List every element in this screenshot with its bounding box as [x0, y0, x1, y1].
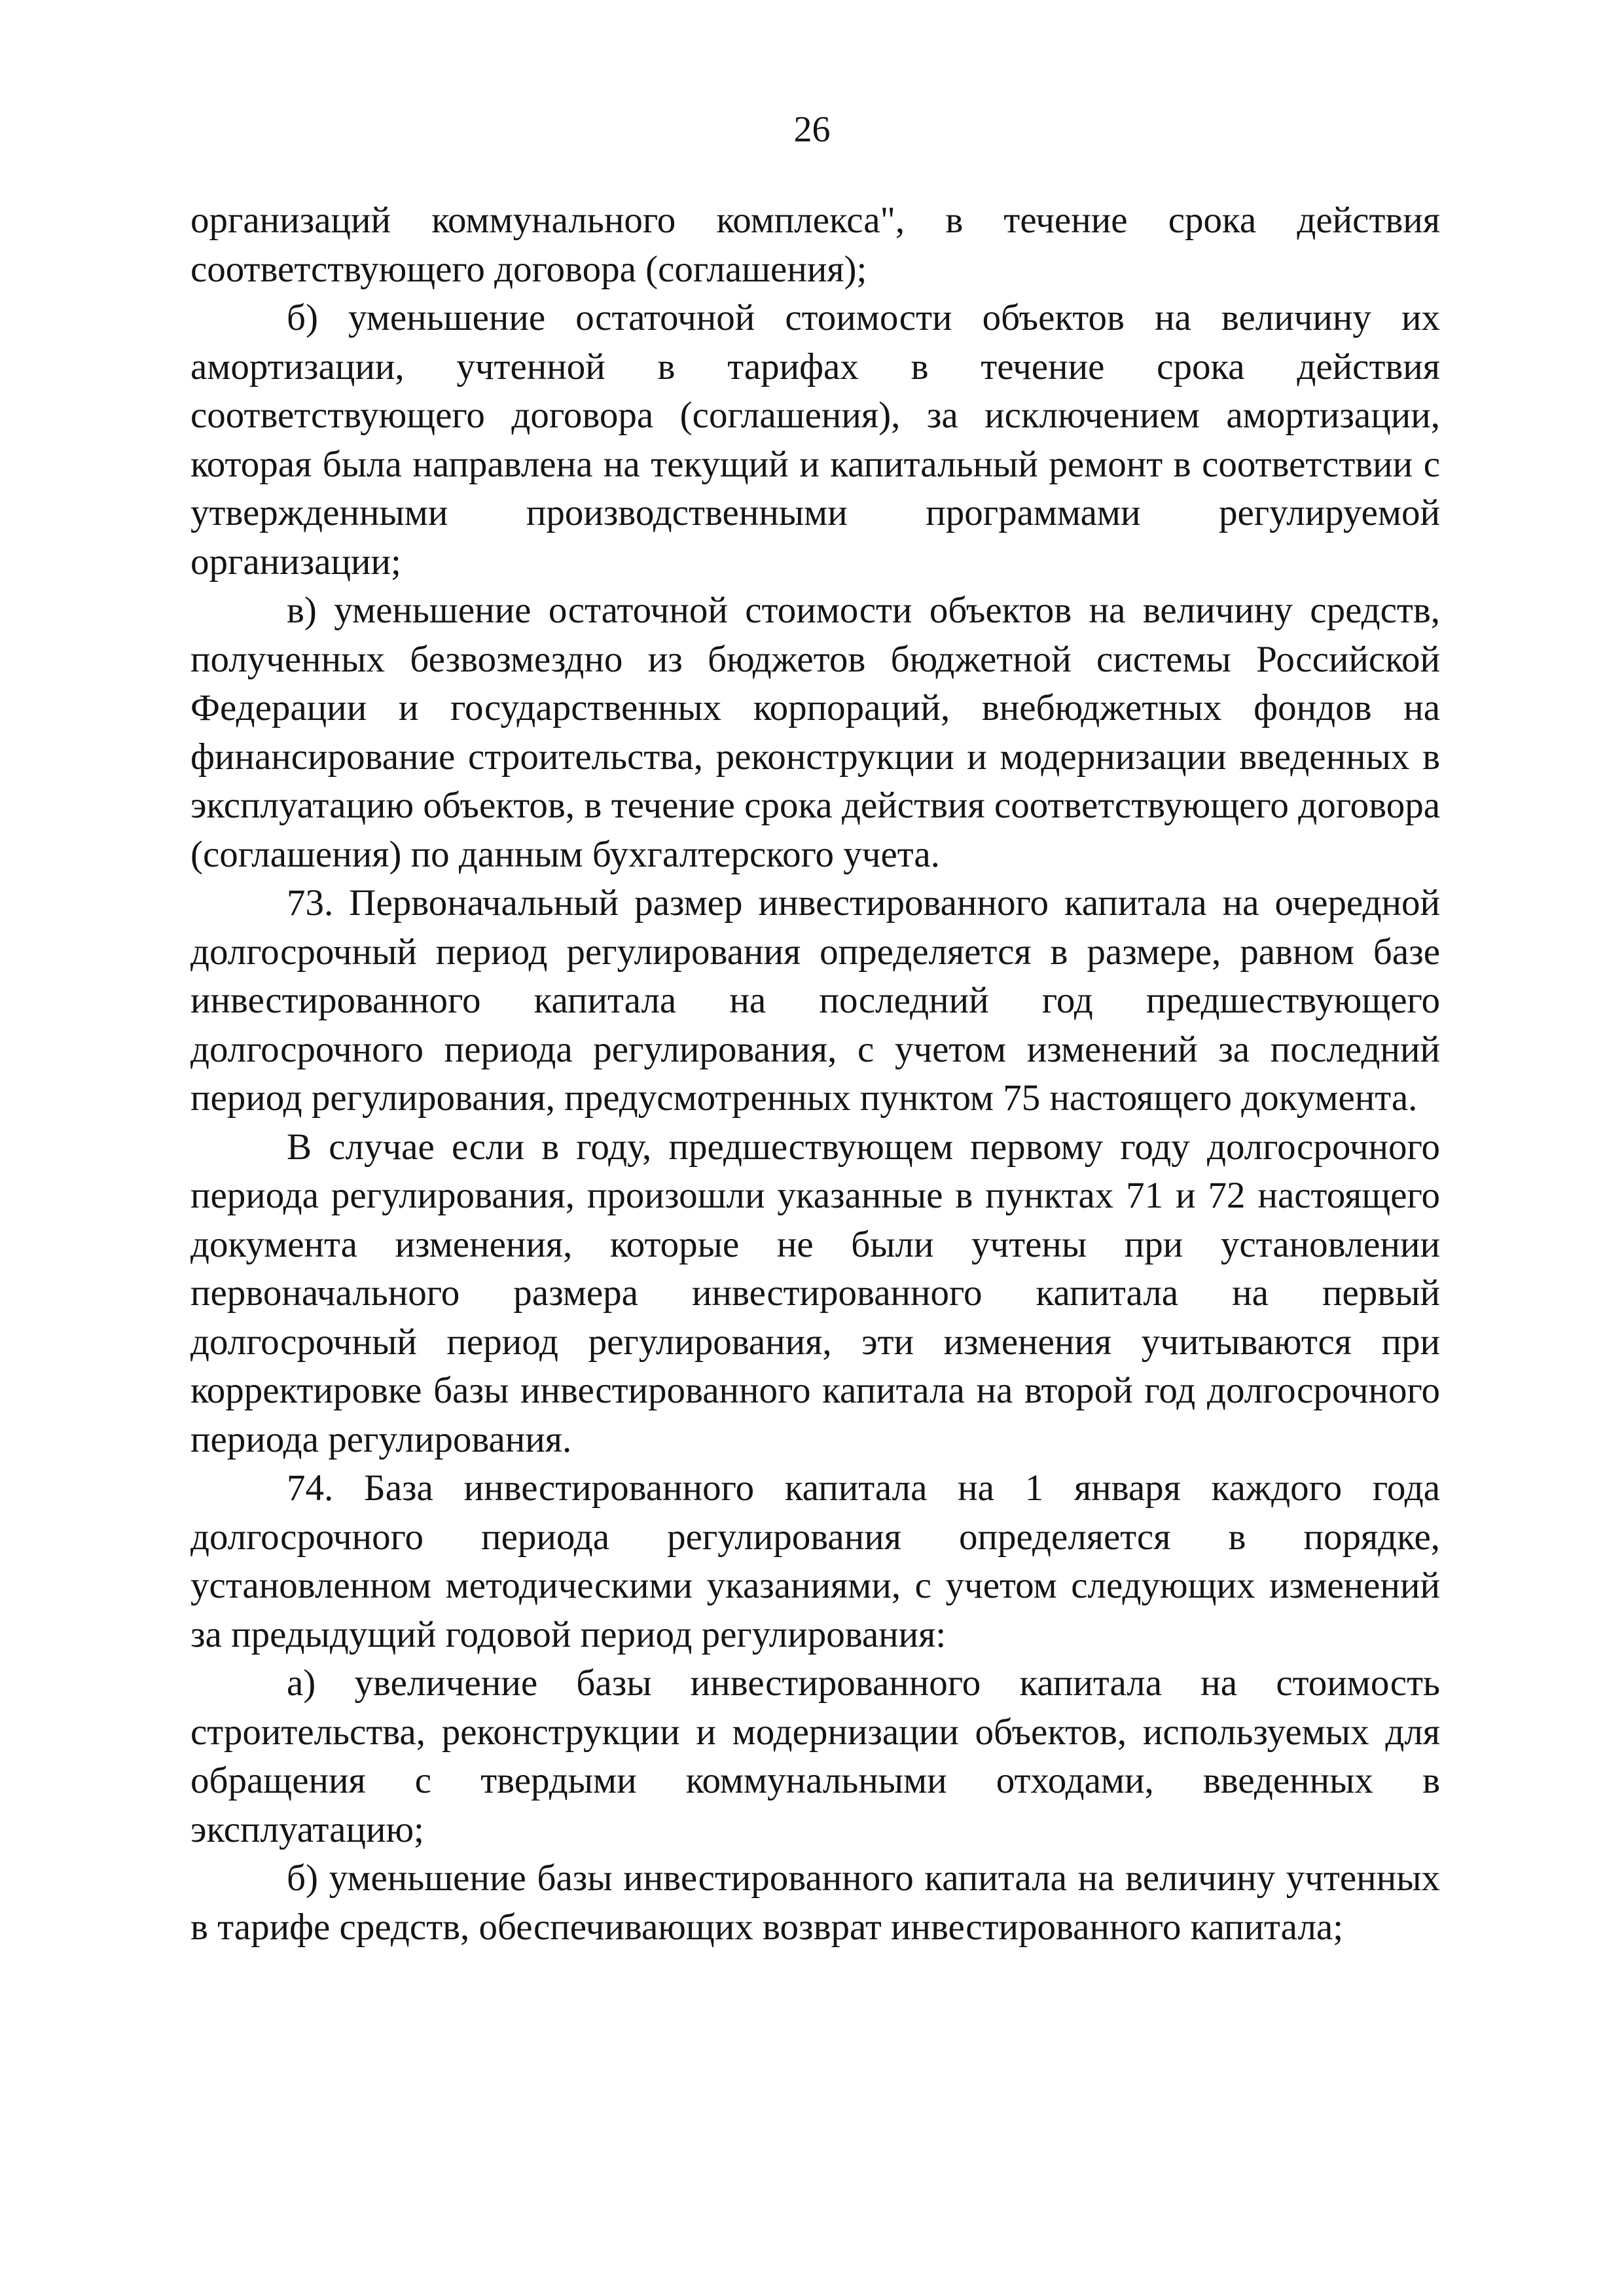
page-number: 26: [793, 109, 831, 150]
paragraph-clause-73: 73. Первоначальный размер инвестированного капитала на очередной долгосрочный период регулирования определяется в размере, равном базе инвестированного капитала на последний год предшествующего долгосрочного периода регулирования, с учетом изменений за последний период регулирования, предусмотренных пунктом 75 настоящего документа.: [190, 882, 1440, 1119]
paragraph-item-a-increase: а) увеличение базы инвестированного капитала на стоимость строительства, реконструкции и модернизации объектов, используемых для обращения с твердыми коммунальными отходами, введенных в эксплуатацию;: [190, 1662, 1440, 1850]
paragraph-item-b-decrease: б) уменьшение базы инвестированного капитала на величину учтенных в тарифе средств, обеспечивающих возврат инвестированного капитала;: [190, 1857, 1440, 1948]
document-body: [190, 196, 1440, 1952]
paragraph-item-b-depreciation: б) уменьшение остаточной стоимости объектов на величину их амортизации, учтенной в тарифах в течение срока действия соответствующего договора (соглашения), за исключением амортизации, которая была направлена на текущий и капитальный ремонт в соответствии с утвержденными производственными программами регулируемой организации;: [190, 297, 1440, 583]
paragraph-clause-74: 74. База инвестированного капитала на 1 января каждого года долгосрочного периода регулирования определяется в порядке, установленном методическими указаниями, с учетом следующих изменений за предыдущий годовой период регулирования:: [190, 1467, 1440, 1655]
paragraph-clause-73-case: В случае если в году, предшествующем первому году долгосрочного периода регулирования, произошли указанные в пунктах 71 и 72 настоящего документа изменения, которые не были учтены при установлении первоначального размера инвестированного капитала на первый долгосрочный период регулирования, эти изменения учитываются при корректировке базы инвестированного капитала на второй год долгосрочного периода регулирования.: [190, 1126, 1440, 1460]
paragraph-continuation: организаций коммунального комплекса", в течение срока действия соответствующего договора (соглашения);: [190, 200, 1440, 290]
paragraph-item-v-budget-funds: в) уменьшение остаточной стоимости объектов на величину средств, полученных безвозмездно из бюджетов бюджетной системы Российской Федерации и государственных корпораций, внебюджетных фондов на финансирование строительства, реконструкции и модернизации введенных в эксплуатацию объектов, в течение срока действия соответствующего договора (соглашения) по данным бухгалтерского учета.: [190, 590, 1440, 875]
